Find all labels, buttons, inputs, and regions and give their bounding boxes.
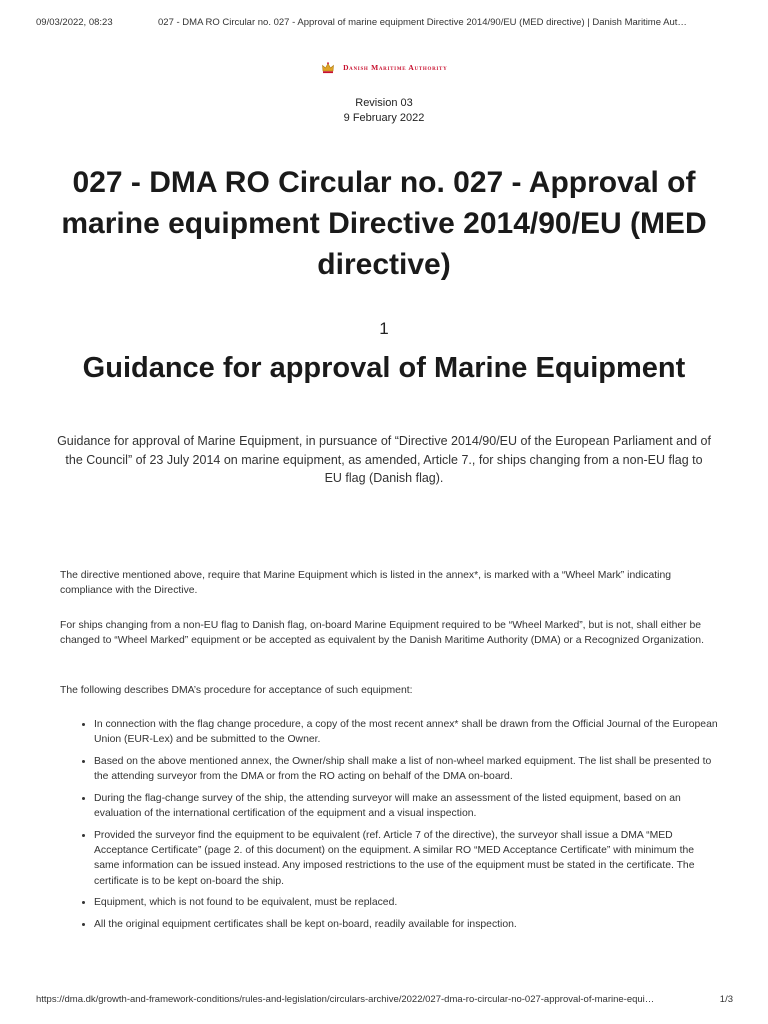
list-item: • Provided the surveyor find the equipment to be equivalent (ref. Article 7 of the directive), the surveyor shall issue a DMA “MED Acceptance Certificate” (page 2. of this document) on the equipment. A similar RO “MED Acceptance Certificate” with minimum the same information can be issued instead. Any imposed restrictions to the use of the equipment must be stated in the certificate. The certificate is to be kept on-board the ship. [94, 828, 720, 889]
section-heading: Guidance for approval of Marine Equipment [82, 352, 686, 384]
paragraph-directive: The directive mentioned above, require that Marine Equipment which is listed in the annex*, is marked with a “Wheel Mark” indicating compliance with the Directive. [60, 570, 672, 597]
logo-text: Danish Maritime Authority [343, 63, 448, 73]
crown-icon [321, 61, 335, 75]
paragraph-flag-change: For ships changing from a non-EU flag to Danish flag, on-board Marine Equipment required to be “Wheel Marked”, but is not, shall either be changed to “Wheel Marked” equipment or be accepted as equivalent by the Danish Maritime Authority (DMA) or a Recognized Organization. [60, 620, 704, 647]
revision-number: Revision 03 [355, 97, 413, 109]
paragraph-procedure: The following describes DMA’s procedure for acceptance of such equipment: [60, 685, 413, 696]
section-intro: Guidance for approval of Marine Equipment, in pursuance of “Directive 2014/90/EU of the European Parliament and of the Council” of 23 July 2014 on marine equipment, as amended, Article 7., for ships changing from a non-EU flag to EU flag (Danish flag). [57, 434, 711, 485]
print-datetime: 09/03/2022, 08:23 [36, 17, 113, 28]
list-item: • During the flag-change survey of the ship, the attending surveyor will make an assessment of the listed equipment, based on an evaluation of the international certification of the equipment and a visual inspection. [94, 791, 720, 821]
footer-url[interactable]: https://dma.dk/growth-and-framework-conditions/rules-and-legislation/circulars-archive/2022/027-dma-ro-circular-no-027-approval-of-marine-equi… [36, 994, 655, 1005]
procedure-list [60, 717, 720, 939]
revision-date: 9 February 2022 [343, 112, 425, 124]
section-number: 1 [379, 319, 389, 338]
document-title: 027 - DMA RO Circular no. 027 - Approval of marine equipment Directive 2014/90/EU (MED directive) [61, 166, 707, 281]
print-page-title: 027 - DMA RO Circular no. 027 - Approval of marine equipment Directive 2014/90/EU (MED directive) | Danish Maritime Aut… [158, 17, 687, 28]
list-item: • In connection with the flag change procedure, a copy of the most recent annex* shall be drawn from the Official Journal of the European Union (EUR-Lex) and be submitted to the Owner. [94, 717, 720, 747]
list-item: • All the original equipment certificates shall be kept on-board, readily available for inspection. [94, 917, 720, 932]
dma-logo[interactable] [0, 59, 768, 75]
list-item: • Equipment, which is not found to be equivalent, must be replaced. [94, 895, 720, 910]
page-counter: 1/3 [719, 994, 733, 1005]
list-item: • Based on the above mentioned annex, the Owner/ship shall make a list of non-wheel marked equipment. The list shall be presented to the attending surveyor from the DMA or from the RO acting on behalf of the DMA on-board. [94, 754, 720, 784]
